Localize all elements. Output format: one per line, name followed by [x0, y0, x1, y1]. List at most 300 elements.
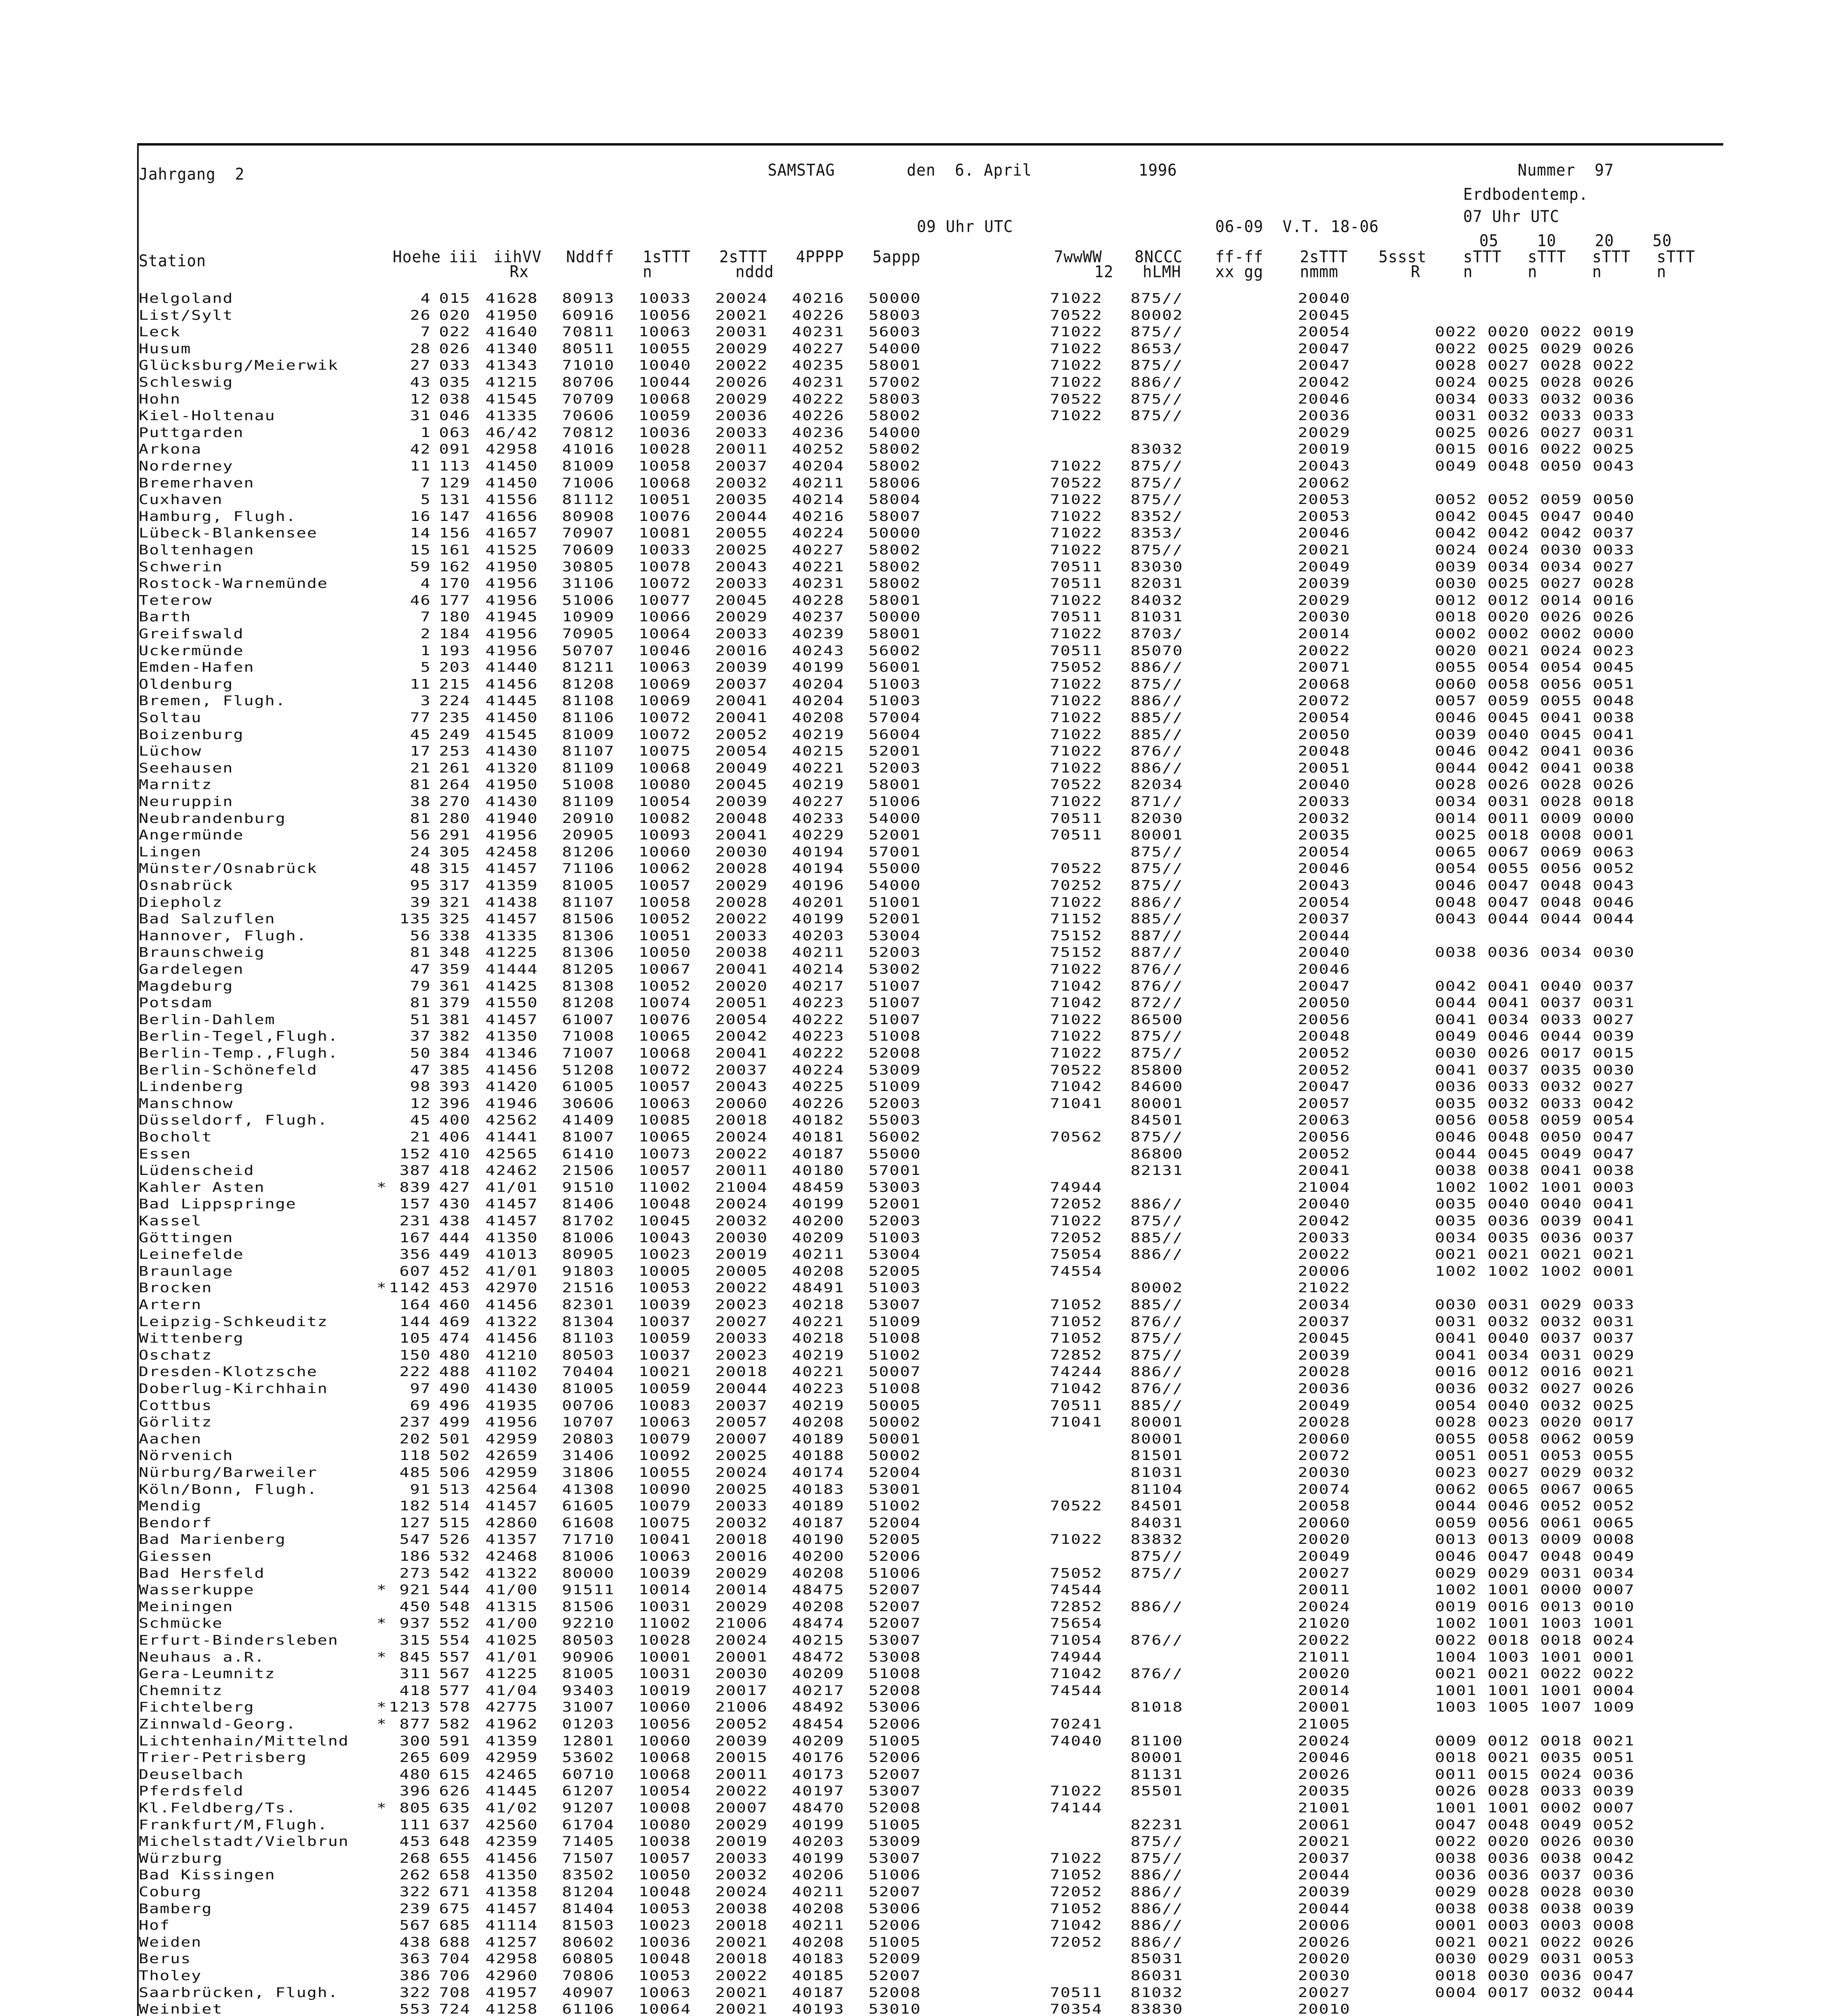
group-2sttt: 20031	[715, 324, 768, 340]
station-id: 438	[439, 1213, 471, 1229]
group-1sttt: 10048	[639, 1884, 691, 1900]
station-name: Lingen	[139, 844, 202, 860]
group-8nccc: 875//	[1131, 1029, 1183, 1044]
group-1sttt: 10056	[639, 1716, 691, 1732]
group-7wwww: 75654	[1050, 1616, 1103, 1631]
group-1sttt: 10043	[639, 1230, 691, 1245]
group-4pppp: 40187	[792, 1146, 845, 1162]
group-8nccc: 876//	[1131, 962, 1183, 977]
group-7wwww: 72852	[1050, 1347, 1103, 1363]
group-5appp: 54000	[868, 878, 921, 893]
col-nddff: Nddff	[566, 247, 614, 267]
group-5appp: 50000	[868, 526, 921, 541]
group-4pppp: 48492	[792, 1700, 845, 1715]
group-2sttt: 20029	[715, 1599, 768, 1615]
group-1sttt: 10053	[639, 1281, 691, 1296]
table-row	[139, 760, 1719, 776]
station-id: 506	[439, 1465, 471, 1481]
group-iihvv: 41457	[485, 1012, 538, 1028]
group-2sttt: 20029	[715, 341, 768, 357]
station-id: 015	[439, 291, 471, 306]
group-nddff: 10909	[562, 610, 615, 625]
group-8nccc: 81032	[1131, 1985, 1183, 2000]
group-2sttt: 20018	[715, 1918, 768, 1933]
group-2sttt-extreme: 20054	[1298, 324, 1351, 340]
group-1sttt: 10075	[639, 744, 691, 759]
group-8nccc: 875//	[1131, 324, 1183, 340]
station-height: 91	[410, 1482, 431, 1497]
group-2sttt: 20045	[715, 593, 768, 608]
group-1sttt: 10033	[639, 542, 691, 558]
group-2sttt-extreme: 20019	[1298, 442, 1351, 457]
group-1sttt: 10063	[639, 1414, 691, 1430]
soil-temperatures: 0002 0002 0002 0000	[1435, 626, 1635, 642]
group-5appp: 58007	[868, 509, 921, 525]
soil-depths-label: 05 10 20 50	[1479, 231, 1672, 250]
station-id: 499	[439, 1414, 471, 1430]
group-4pppp: 40211	[792, 475, 845, 491]
soil-time-label: 07 Uhr UTC	[1463, 207, 1560, 226]
group-4pppp: 40223	[792, 1381, 845, 1397]
group-1sttt: 10041	[639, 1532, 691, 1547]
group-5appp: 50000	[868, 610, 921, 625]
group-1sttt: 10048	[639, 1197, 691, 1212]
group-iihvv: 41025	[485, 1633, 538, 1648]
station-height: 322	[399, 1985, 431, 2000]
station-name: Wittenberg	[139, 1331, 244, 1346]
group-5appp: 52006	[868, 1549, 921, 1564]
station-height: 167	[399, 1230, 431, 1245]
soil-temperatures: 0034 0033 0032 0036	[1435, 392, 1635, 407]
group-7wwww: 71022	[1050, 744, 1103, 759]
group-2sttt: 20041	[715, 962, 768, 977]
group-nddff: 81205	[562, 962, 615, 977]
group-5appp: 53006	[868, 1901, 921, 1916]
group-2sttt: 20049	[715, 760, 768, 776]
group-nddff: 31007	[562, 1700, 615, 1715]
group-7wwww: 71022	[1050, 962, 1103, 977]
group-7wwww: 71022	[1050, 1012, 1103, 1028]
group-nddff: 81108	[562, 694, 615, 709]
group-1sttt: 10036	[639, 1935, 691, 1950]
group-5appp: 51007	[868, 979, 921, 994]
group-5appp: 52003	[868, 1096, 921, 1112]
group-7wwww: 72052	[1050, 1884, 1103, 1900]
station-height: 59	[410, 559, 431, 575]
soil-temperatures: 0021 0021 0022 0026	[1435, 1935, 1635, 1950]
group-1sttt: 10068	[639, 1750, 691, 1766]
group-iihvv: 41438	[485, 895, 538, 910]
soil-temperatures: 0035 0036 0039 0041	[1435, 1213, 1635, 1229]
group-8nccc: 885//	[1131, 710, 1183, 726]
group-nddff: 00706	[562, 1398, 615, 1413]
station-height: 135	[399, 911, 431, 927]
group-4pppp: 40203	[792, 928, 845, 944]
group-iihvv: 41457	[485, 1213, 538, 1229]
group-7wwww: 71022	[1050, 341, 1103, 357]
group-iihvv: 42860	[485, 1515, 538, 1531]
station-height: 262	[399, 1868, 431, 1883]
station-id: 193	[439, 643, 471, 658]
group-4pppp: 48475	[792, 1582, 845, 1598]
station-name: Kassel	[139, 1213, 202, 1229]
group-2sttt-extreme: 20044	[1298, 928, 1351, 944]
station-height: 164	[399, 1297, 431, 1313]
table-row	[139, 1750, 1719, 1766]
group-8nccc: 886//	[1131, 1918, 1183, 1933]
soil-temperatures: 0055 0058 0062 0059	[1435, 1431, 1635, 1447]
station-name: Erfurt-Bindersleben	[139, 1633, 339, 1648]
soil-temperatures: 0028 0027 0028 0022	[1435, 358, 1635, 373]
group-4pppp: 40208	[792, 1599, 845, 1615]
volume-label: Jahrgang 2	[139, 165, 245, 184]
col-soil-05: sTTT	[1463, 247, 1502, 267]
group-2sttt: 20029	[715, 1566, 768, 1581]
group-nddff: 81211	[562, 660, 615, 675]
group-5appp: 51007	[868, 995, 921, 1011]
group-8nccc: 86031	[1131, 1968, 1183, 1984]
group-5appp: 55000	[868, 861, 921, 877]
station-height: 144	[399, 1314, 431, 1329]
group-4pppp: 40181	[792, 1129, 845, 1145]
table-row	[139, 1884, 1719, 1900]
station-id: 020	[439, 308, 471, 323]
station-name: Bad Marienberg	[139, 1532, 286, 1547]
group-8nccc: 875//	[1131, 1549, 1183, 1564]
group-1sttt: 10072	[639, 576, 691, 591]
station-name: Pferdsfeld	[139, 1784, 244, 1799]
group-7wwww: 74544	[1050, 1582, 1103, 1598]
group-1sttt: 10057	[639, 1163, 691, 1179]
sub-1sttt: n	[643, 262, 652, 281]
station-height: 547	[399, 1532, 431, 1547]
group-2sttt-extreme: 20043	[1298, 458, 1351, 474]
soil-temperatures: 1001 1001 0002 0007	[1435, 1800, 1635, 1816]
station-id: 655	[439, 1851, 471, 1866]
group-iihvv: 41420	[485, 1079, 538, 1095]
group-iihvv: 41425	[485, 979, 538, 994]
group-2sttt-extreme: 20047	[1298, 358, 1351, 373]
group-8nccc: 875//	[1131, 1834, 1183, 1849]
table-row	[139, 995, 1719, 1011]
table-row	[139, 1901, 1719, 1916]
group-nddff: 81406	[562, 1197, 615, 1212]
group-nddff: 71405	[562, 1834, 615, 1849]
soil-temperatures: 0062 0065 0067 0065	[1435, 1482, 1635, 1497]
group-nddff: 81109	[562, 760, 615, 776]
group-nddff: 70609	[562, 542, 615, 558]
station-name: Bad Hersfeld	[139, 1566, 265, 1581]
group-2sttt-extreme: 20049	[1298, 1549, 1351, 1564]
group-nddff: 31106	[562, 576, 615, 591]
group-1sttt: 10060	[639, 844, 691, 860]
group-2sttt-extreme: 20045	[1298, 1331, 1351, 1346]
station-height: 11	[410, 458, 431, 474]
col-2sttt-extreme: 2sTTT	[1300, 247, 1348, 267]
group-1sttt: 10028	[639, 1633, 691, 1648]
group-8nccc: 872//	[1131, 995, 1183, 1011]
station-name: Brocken	[139, 1281, 212, 1296]
station-height: 118	[399, 1448, 431, 1464]
group-7wwww: 74244	[1050, 1364, 1103, 1380]
group-iihvv: 41456	[485, 1062, 538, 1078]
group-iihvv: 41430	[485, 744, 538, 759]
station-height: 322	[399, 1884, 431, 1900]
group-iihvv: 42560	[485, 1817, 538, 1833]
col-hoehe: Hoehe	[393, 247, 441, 267]
group-2sttt: 20022	[715, 1281, 768, 1296]
soil-temperatures: 0044 0045 0049 0047	[1435, 1146, 1635, 1162]
station-height: 805	[399, 1800, 431, 1816]
station-id: 658	[439, 1868, 471, 1883]
group-4pppp: 40208	[792, 1414, 845, 1430]
group-nddff: 81308	[562, 979, 615, 994]
group-nddff: 81006	[562, 1549, 615, 1564]
group-7wwww: 74554	[1050, 1264, 1103, 1279]
group-nddff: 70905	[562, 626, 615, 642]
table-row	[139, 1045, 1719, 1061]
group-8nccc: 875//	[1131, 408, 1183, 424]
station-height: 4	[420, 576, 431, 591]
group-nddff: 90906	[562, 1649, 615, 1665]
group-4pppp: 40200	[792, 1549, 845, 1564]
group-5appp: 51006	[868, 1566, 921, 1581]
station-height: 5	[420, 660, 431, 675]
station-height: 39	[410, 895, 431, 910]
group-4pppp: 48454	[792, 1716, 845, 1732]
station-id: 615	[439, 1767, 471, 1783]
group-2sttt: 20037	[715, 458, 768, 474]
group-iihvv: 41445	[485, 1784, 538, 1799]
group-4pppp: 40223	[792, 995, 845, 1011]
group-2sttt-extreme: 20011	[1298, 1582, 1351, 1598]
group-7wwww: 71022	[1050, 727, 1103, 742]
group-2sttt: 20030	[715, 1230, 768, 1245]
station-name: Norderney	[139, 458, 233, 474]
station-name: Oldenburg	[139, 677, 233, 692]
station-id: 379	[439, 995, 471, 1011]
group-iihvv: 41556	[485, 492, 538, 508]
group-4pppp: 40215	[792, 1633, 845, 1648]
group-iihvv: 41545	[485, 727, 538, 742]
station-height: 81	[410, 945, 431, 960]
group-7wwww: 75152	[1050, 928, 1103, 944]
group-2sttt: 20044	[715, 509, 768, 525]
group-nddff: 71006	[562, 475, 615, 491]
station-name: Lübeck-Blankensee	[139, 526, 318, 541]
station-height: 265	[399, 1750, 431, 1766]
group-iihvv: 41335	[485, 408, 538, 424]
group-5appp: 57001	[868, 844, 921, 860]
soil-temperatures: 0026 0028 0033 0039	[1435, 1784, 1635, 1799]
group-1sttt: 10063	[639, 660, 691, 675]
group-2sttt-extreme: 20021	[1298, 1834, 1351, 1849]
group-8nccc: 885//	[1131, 1398, 1183, 1413]
group-iihvv: 42458	[485, 844, 538, 860]
station-height: 1	[420, 425, 431, 441]
table-row	[139, 1264, 1719, 1279]
group-nddff: 81005	[562, 878, 615, 893]
table-row	[139, 1784, 1719, 1799]
station-height: 97	[410, 1381, 431, 1397]
group-2sttt-extreme: 20039	[1298, 1347, 1351, 1363]
group-8nccc: 8653/	[1131, 341, 1183, 357]
group-iihvv: 41656	[485, 509, 538, 525]
group-5appp: 51009	[868, 1079, 921, 1095]
group-8nccc: 875//	[1131, 358, 1183, 373]
station-height: 237	[399, 1414, 431, 1430]
group-5appp: 51002	[868, 1347, 921, 1363]
station-height: 24	[410, 844, 431, 860]
station-name: Zinnwald-Georg.	[139, 1716, 297, 1732]
group-8nccc: 876//	[1131, 1381, 1183, 1397]
group-nddff: 21506	[562, 1163, 615, 1179]
group-7wwww: 71041	[1050, 1414, 1103, 1430]
group-2sttt: 20035	[715, 492, 768, 508]
group-iihvv: 42959	[485, 1465, 538, 1481]
group-1sttt: 10092	[639, 1448, 691, 1464]
group-2sttt: 20032	[715, 475, 768, 491]
station-id: 264	[439, 777, 471, 793]
group-4pppp: 40211	[792, 1247, 845, 1262]
group-8nccc: 80001	[1131, 1096, 1183, 1112]
station-height: 1213	[389, 1700, 431, 1715]
group-5appp: 52006	[868, 1918, 921, 1933]
group-nddff: 80905	[562, 1247, 615, 1262]
table-row	[139, 1448, 1719, 1464]
group-1sttt: 10073	[639, 1146, 691, 1162]
group-4pppp: 40187	[792, 1985, 845, 2000]
group-5appp: 58002	[868, 542, 921, 558]
group-iihvv: 41450	[485, 458, 538, 474]
soil-temperatures: 1002 1002 1002 0001	[1435, 1264, 1635, 1279]
group-8nccc: 80002	[1131, 308, 1183, 323]
group-1sttt: 10014	[639, 1582, 691, 1598]
soil-temperatures: 0039 0040 0045 0041	[1435, 727, 1635, 742]
station-name: Braunlage	[139, 1264, 233, 1279]
group-8nccc: 886//	[1131, 1868, 1183, 1883]
group-4pppp: 40208	[792, 1264, 845, 1279]
group-4pppp: 40225	[792, 1079, 845, 1095]
soil-temperatures: 0025 0026 0027 0031	[1435, 425, 1635, 441]
group-7wwww: 71052	[1050, 1868, 1103, 1883]
group-8nccc: 886//	[1131, 694, 1183, 709]
group-4pppp: 40235	[792, 358, 845, 373]
group-5appp: 53002	[868, 962, 921, 977]
group-5appp: 58001	[868, 358, 921, 373]
group-2sttt: 20039	[715, 794, 768, 810]
group-2sttt: 20021	[715, 2001, 768, 2016]
group-5appp: 50001	[868, 1431, 921, 1447]
group-5appp: 57004	[868, 710, 921, 726]
group-nddff: 92210	[562, 1616, 615, 1631]
group-8nccc: 81018	[1131, 1700, 1183, 1715]
group-8nccc: 875//	[1131, 1566, 1183, 1581]
group-7wwww: 70354	[1050, 2001, 1103, 2016]
table-row	[139, 643, 1719, 658]
station-name: Fichtelberg	[139, 1700, 254, 1715]
station-height: 937	[399, 1616, 431, 1631]
group-8nccc: 82034	[1131, 777, 1183, 793]
col-8nccc: 8NCCC	[1135, 247, 1183, 267]
group-2sttt-extreme: 20035	[1298, 827, 1351, 843]
table-row	[139, 1817, 1719, 1833]
station-height: 16	[410, 509, 431, 525]
station-name: Cottbus	[139, 1398, 212, 1413]
group-1sttt: 10023	[639, 1247, 691, 1262]
group-7wwww: 70522	[1050, 1062, 1103, 1078]
group-4pppp: 40187	[792, 1515, 845, 1531]
soil-temperatures: 0041 0034 0031 0029	[1435, 1347, 1635, 1363]
station-id: 305	[439, 844, 471, 860]
station-id: 270	[439, 794, 471, 810]
group-nddff: 81112	[562, 492, 615, 508]
station-height: 31	[410, 408, 431, 424]
soil-temperatures: 0038 0038 0041 0038	[1435, 1163, 1635, 1179]
group-iihvv: 41350	[485, 1230, 538, 1245]
group-2sttt-extreme: 20010	[1298, 2001, 1351, 2016]
group-iihvv: 42775	[485, 1700, 538, 1715]
station-id: 359	[439, 962, 471, 977]
group-2sttt: 20042	[715, 1029, 768, 1044]
group-2sttt: 20027	[715, 1314, 768, 1329]
group-4pppp: 40216	[792, 291, 845, 306]
soil-temperatures: 0036 0033 0032 0027	[1435, 1079, 1635, 1095]
group-5appp: 58004	[868, 492, 921, 508]
group-2sttt: 20001	[715, 1649, 768, 1665]
group-iihvv: 41/00	[485, 1616, 538, 1631]
group-4pppp: 40231	[792, 576, 845, 591]
table-row	[139, 1599, 1719, 1615]
station-name: Weinbiet	[139, 2001, 223, 2016]
station-mark: *	[377, 1582, 387, 1598]
group-7wwww: 71022	[1050, 593, 1103, 608]
group-5appp: 52008	[868, 1045, 921, 1061]
group-4pppp: 40182	[792, 1113, 845, 1128]
group-1sttt: 10037	[639, 1347, 691, 1363]
soil-temperatures: 0043 0044 0044 0044	[1435, 911, 1635, 927]
group-nddff: 70907	[562, 526, 615, 541]
group-1sttt: 10054	[639, 1784, 691, 1799]
sub-5ssst: R	[1411, 262, 1420, 281]
soil-temperatures: 0055 0054 0054 0045	[1435, 660, 1635, 675]
group-5appp: 51007	[868, 1012, 921, 1028]
station-height: 300	[399, 1733, 431, 1749]
table-row	[139, 1079, 1719, 1095]
station-height: 485	[399, 1465, 431, 1481]
group-2sttt-extreme: 20060	[1298, 1431, 1351, 1447]
group-5appp: 58002	[868, 576, 921, 591]
station-height: 2	[420, 626, 431, 642]
group-1sttt: 10048	[639, 1951, 691, 1967]
group-5appp: 54000	[868, 425, 921, 441]
station-name: Oschatz	[139, 1347, 212, 1363]
group-iihvv: 42659	[485, 1448, 538, 1464]
soil-temperatures: 0042 0041 0040 0037	[1435, 979, 1635, 994]
group-2sttt-extreme: 20035	[1298, 1784, 1351, 1799]
station-height: 418	[399, 1683, 431, 1699]
station-mark: *	[377, 1716, 387, 1732]
station-height: 315	[399, 1633, 431, 1648]
group-5appp: 51005	[868, 1817, 921, 1833]
group-iihvv: 42468	[485, 1549, 538, 1564]
soil-temperatures: 0046 0047 0048 0043	[1435, 878, 1635, 893]
group-5appp: 52004	[868, 1465, 921, 1481]
group-2sttt-extreme: 20049	[1298, 1398, 1351, 1413]
station-height: 7	[420, 324, 431, 340]
group-4pppp: 40226	[792, 1096, 845, 1112]
station-name: Meiningen	[139, 1599, 233, 1615]
